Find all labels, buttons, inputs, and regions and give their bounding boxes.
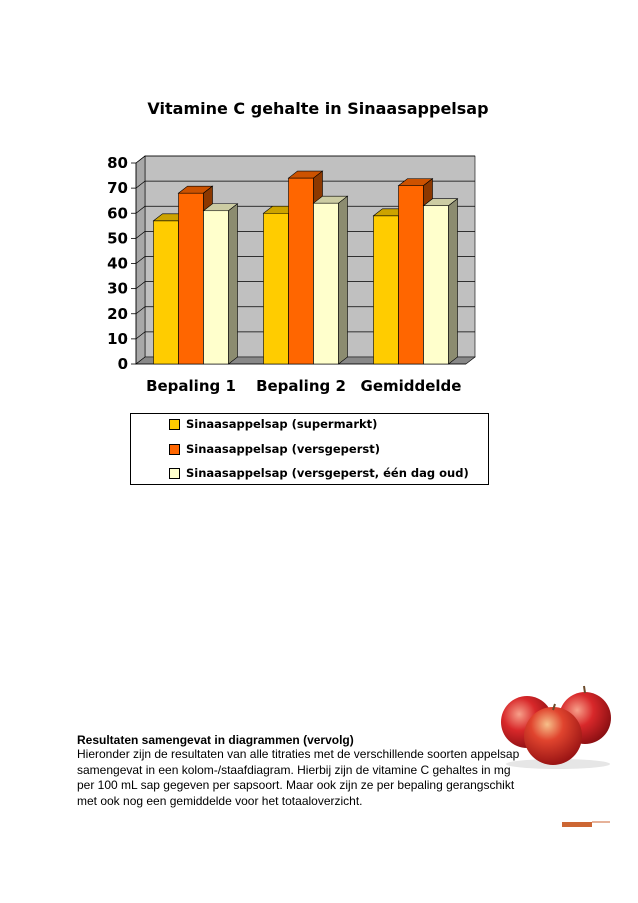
- legend-item-supermarkt: [169, 416, 377, 432]
- bar-side: [449, 199, 458, 364]
- bar: [289, 178, 314, 364]
- y-tick-label: 50: [107, 229, 128, 248]
- body-line: samengevat in een kolom-/staafdiagram. Hierbij zijn de vitamine C gehaltes in mg: [77, 762, 511, 777]
- chart-plot-area: [107, 154, 475, 395]
- bar: [399, 186, 424, 364]
- bar: [154, 221, 179, 364]
- legend-swatch: [169, 444, 180, 455]
- y-tick-label: 80: [107, 154, 128, 172]
- legend-item-versgeperst: [169, 441, 380, 457]
- bar: [264, 213, 289, 364]
- x-category-label: Bepaling 2: [256, 377, 346, 395]
- bar: [179, 193, 204, 364]
- y-tick-label: 20: [107, 304, 128, 323]
- chart-title: Vitamine C gehalte in Sinaasappelsap: [147, 99, 489, 118]
- y-tick-label: 0: [117, 355, 128, 373]
- y-tick-label: 40: [107, 254, 128, 273]
- body-line: Hieronder zijn de resultaten van alle titraties met de verschillende soorten appelsap: [77, 747, 520, 761]
- section-heading: Resultaten samengevat in diagrammen (vervolg): [77, 733, 354, 747]
- y-tick-label: 10: [107, 329, 128, 348]
- bar: [374, 216, 399, 364]
- legend-swatch: [169, 419, 180, 430]
- bar: [204, 211, 229, 364]
- body-line: per 100 mL sap gegeven per sapsoort. Maar ook zijn ze per bepaling gerangschikt: [77, 778, 515, 792]
- body-paragraph: [77, 747, 557, 809]
- y-tick-label: 60: [107, 204, 128, 223]
- legend-label: Sinaasappelsap (versgeperst): [186, 442, 380, 456]
- x-category-label: Gemiddelde: [360, 377, 462, 395]
- footer-decoration: [562, 821, 610, 827]
- x-category-label: Bepaling 1: [146, 377, 236, 395]
- legend-item-versgeperst-oud: [169, 465, 469, 481]
- bar-side: [339, 196, 348, 364]
- body-line: met ook nog een gemiddelde voor het totaaloverzicht.: [77, 793, 363, 808]
- legend-label: Sinaasappelsap (versgeperst, één dag oud): [186, 466, 469, 480]
- bar: [424, 206, 449, 364]
- bar-side: [229, 204, 238, 364]
- bar-chart: [0, 0, 638, 400]
- bar: [314, 203, 339, 364]
- legend-label: Sinaasappelsap (supermarkt): [186, 417, 378, 431]
- y-tick-label: 30: [107, 279, 128, 298]
- y-tick-label: 70: [107, 179, 128, 198]
- legend-swatch: [169, 468, 180, 479]
- chart-legend: [130, 413, 489, 485]
